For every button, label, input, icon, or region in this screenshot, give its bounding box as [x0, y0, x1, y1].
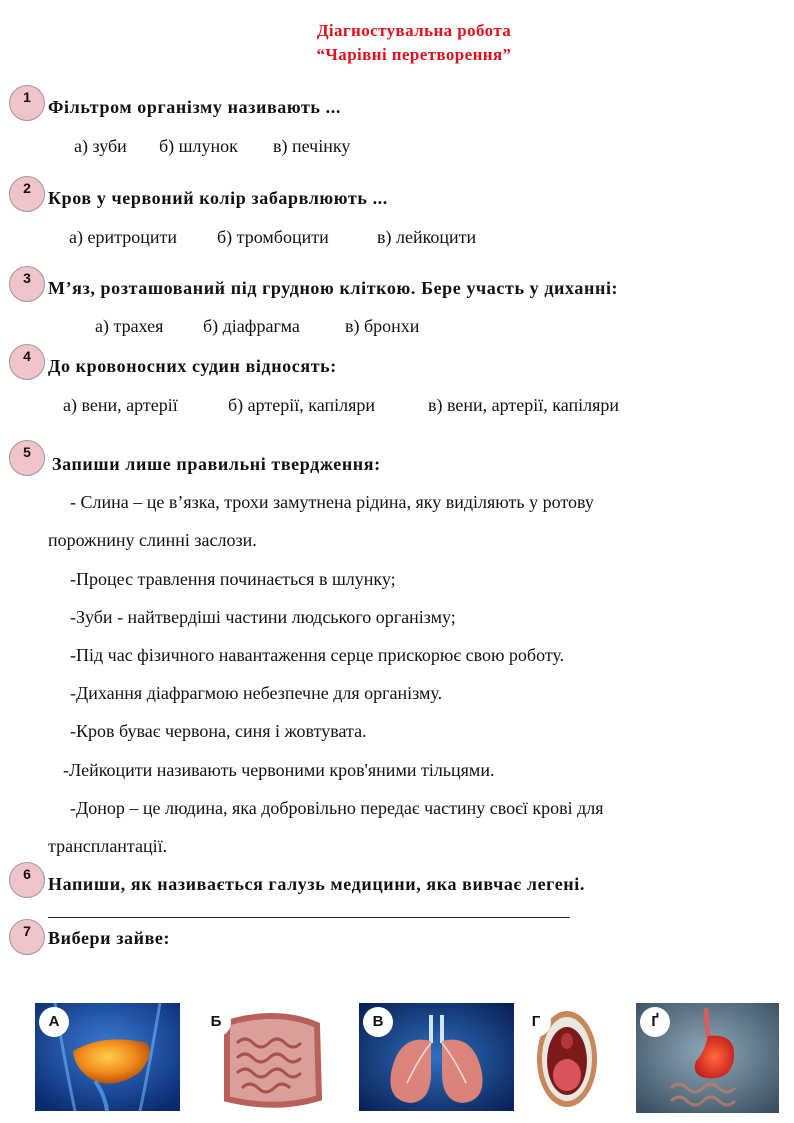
statement: -Кров буває червона, синя і жовтувата. — [70, 721, 367, 741]
picture-label: Б — [201, 1007, 231, 1037]
option-a: а) еритроцити — [69, 227, 177, 247]
question-4-options — [63, 395, 619, 416]
statement: -Зуби - найтвердіші частини людського організму; — [70, 607, 456, 627]
question-1-options — [74, 136, 350, 157]
statement: -Дихання діафрагмою небезпечне для організму. — [70, 683, 443, 703]
statement: -Процес травлення починається в шлунку; — [70, 569, 396, 589]
question-number-badge: 2 — [9, 176, 45, 212]
question-2-options — [69, 227, 476, 248]
question-1-text: Фільтром організму називають ... — [48, 97, 341, 117]
statement: порожнину слинні заслози. — [48, 530, 257, 550]
statement: трансплантації. — [48, 836, 168, 856]
question-number-badge: 5 — [9, 440, 45, 476]
picture-label: В — [363, 1007, 393, 1037]
question-7-text: Вибери зайве: — [48, 928, 171, 948]
option-b: б) тромбоцити — [217, 227, 329, 247]
option-a: а) вени, артерії — [63, 395, 178, 415]
option-b: б) артерії, капіляри — [228, 395, 376, 415]
question-number-badge: 7 — [9, 919, 45, 955]
worksheet-subtitle: “Чарівні перетворення” — [316, 45, 512, 64]
picture-label: Ґ — [640, 1007, 670, 1037]
question-6-text: Напиши, як називається галузь медицини, яка вивчає легені. — [48, 874, 585, 894]
statement: -Донор – це людина, яка добровільно передає частину своєї крові для — [70, 798, 604, 818]
statement: - Слина – це в’язка, трохи замутнена рідина, яку виділяють у ротову — [70, 492, 594, 512]
statement: -Лейкоцити називають червоними кров'яними тільцями. — [63, 760, 495, 780]
option-b: б) діафрагма — [203, 316, 300, 336]
picture-stomach[interactable] — [636, 1003, 779, 1113]
option-c: в) печінку — [273, 136, 351, 156]
picture-label: Г — [521, 1007, 551, 1037]
question-3-options — [95, 316, 419, 337]
statement: -Під час фізичного навантаження серце прискорює свою роботу. — [70, 645, 565, 665]
picture-label: А — [39, 1007, 69, 1037]
question-3-text: М’яз, розташований під грудною кліткою. Бере участь у диханні: — [48, 278, 619, 298]
question-5-text: Запиши лише правильні твердження: — [52, 454, 381, 474]
question-number-badge: 6 — [9, 862, 45, 898]
picture-lungs[interactable] — [359, 1003, 514, 1111]
picture-intestines[interactable] — [197, 1003, 342, 1111]
option-a: а) трахея — [95, 316, 164, 336]
question-number-badge: 1 — [9, 85, 45, 121]
option-a: а) зуби — [74, 136, 127, 156]
question-4-text: До кровоносних судин відносять: — [48, 356, 337, 376]
answer-line[interactable] — [48, 917, 570, 918]
worksheet-title: Діагностувальна робота — [316, 21, 512, 40]
picture-liver[interactable] — [35, 1003, 180, 1111]
question-2-text: Кров у червоний колір забарвлюють ... — [48, 188, 388, 208]
option-c: в) вени, артерії, капіляри — [428, 395, 620, 415]
picture-mouth[interactable] — [517, 1003, 612, 1115]
question-number-badge: 4 — [9, 344, 45, 380]
option-b: б) шлунок — [159, 136, 238, 156]
option-c: в) бронхи — [345, 316, 420, 336]
question-number-badge: 3 — [9, 266, 45, 302]
option-c: в) лейкоцити — [377, 227, 477, 247]
